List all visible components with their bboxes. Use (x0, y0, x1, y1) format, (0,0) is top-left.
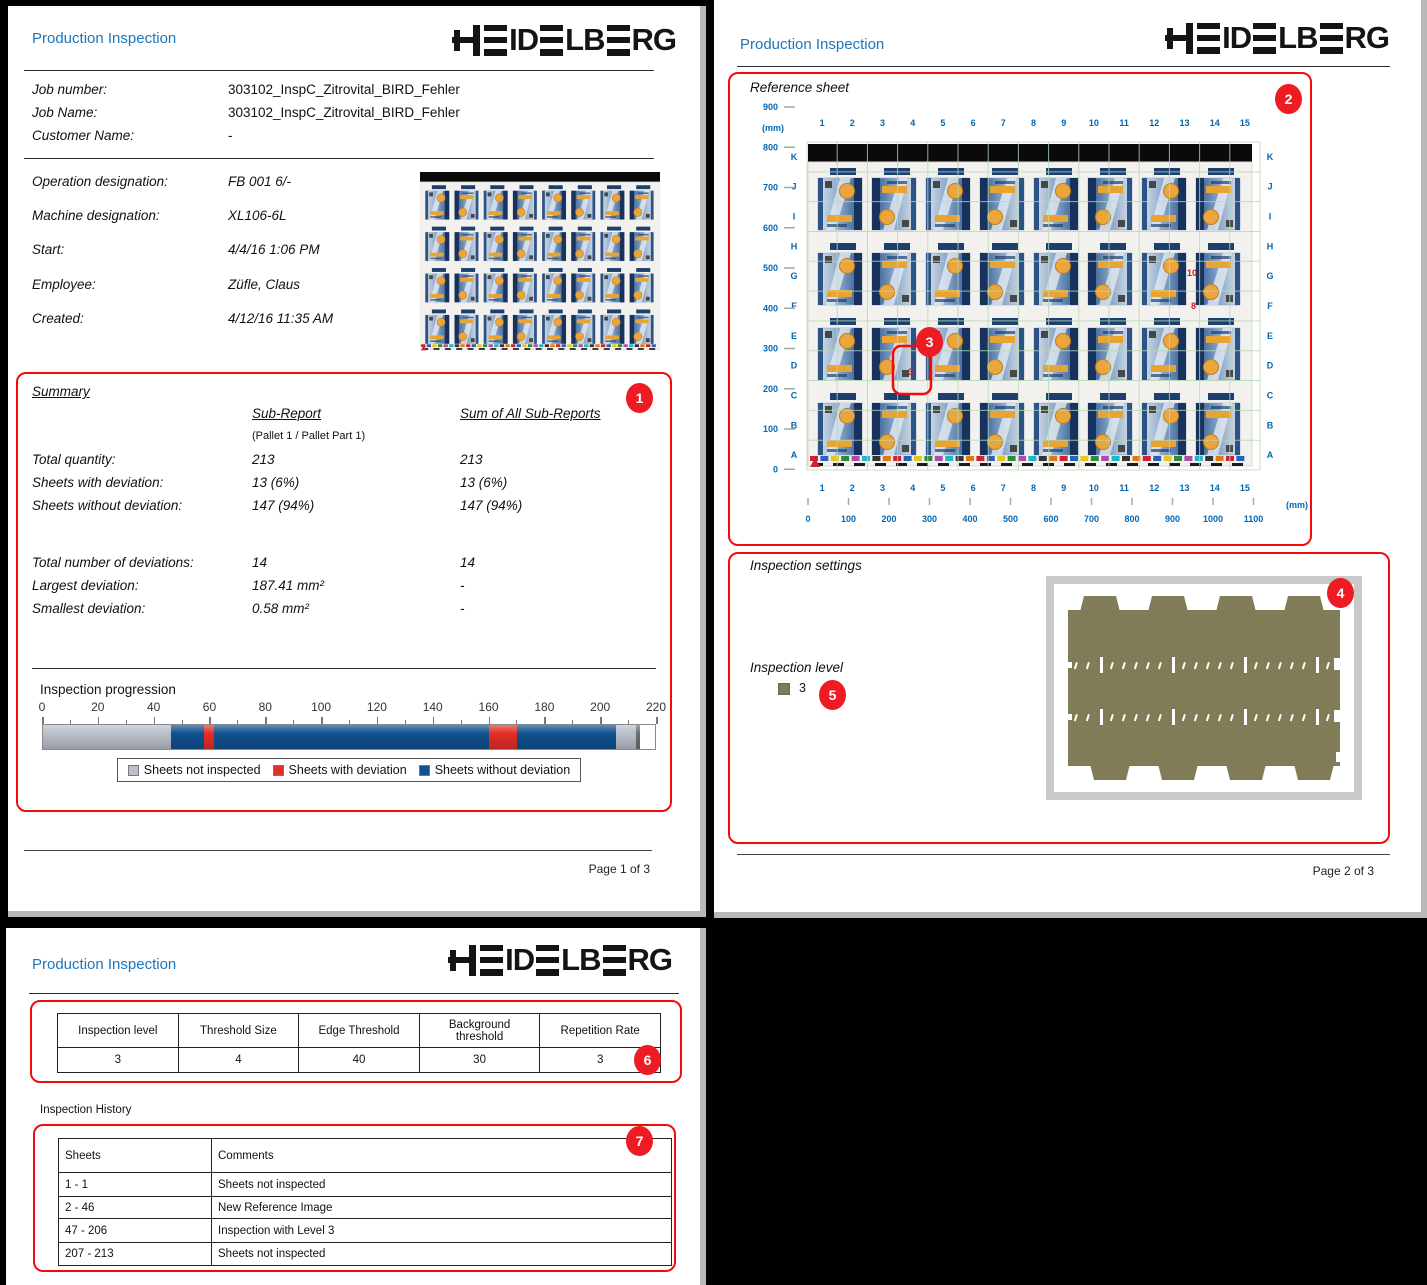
logo-text: RG (627, 942, 672, 977)
table-cell: 3 (58, 1048, 179, 1073)
divider (29, 993, 679, 994)
legend-item (419, 763, 571, 777)
footer-divider (24, 850, 652, 851)
svg-text:800: 800 (762, 142, 778, 153)
axis-tick-label: 80 (258, 700, 272, 714)
column-header: Threshold Size (178, 1014, 299, 1048)
logo-e-glyph (603, 945, 626, 976)
legend-label: Sheets without deviation (434, 763, 571, 777)
summary-row (32, 578, 662, 601)
summary-row (32, 452, 662, 475)
svg-text:0: 0 (772, 464, 778, 475)
svg-text:700: 700 (762, 182, 778, 193)
chart-axis (38, 700, 667, 724)
svg-text:200: 200 (762, 383, 778, 394)
heidelberg-logo (448, 944, 672, 976)
field-label: Job Name: (32, 105, 98, 120)
summary-label: Total number of deviations: (32, 555, 194, 570)
report-page-3 (6, 928, 706, 1285)
axis-tick-label: 20 (91, 700, 105, 714)
svg-text:700: 700 (1083, 514, 1100, 524)
inspection-mask-image (1046, 576, 1362, 800)
summary-label: Total quantity: (32, 452, 116, 467)
summary-value-2: 147 (94%) (460, 498, 523, 513)
summary-col1-header: Sub-Report (252, 406, 322, 421)
svg-text:3: 3 (908, 367, 914, 377)
column-header: Edge Threshold (299, 1014, 420, 1048)
table-row (59, 1219, 672, 1243)
svg-text:10: 10 (1088, 483, 1099, 493)
svg-text:H: H (790, 241, 798, 252)
svg-text:13: 13 (1179, 483, 1190, 493)
page-title: Production Inspection (32, 956, 177, 973)
svg-text:8: 8 (1030, 118, 1037, 128)
svg-text:3: 3 (879, 118, 886, 128)
svg-text:C: C (1266, 390, 1274, 401)
summary-value-2: 13 (6%) (460, 475, 508, 490)
svg-text:9: 9 (1061, 118, 1067, 128)
field-label: Customer Name: (32, 128, 135, 143)
svg-text:300: 300 (921, 514, 938, 524)
legend-item (128, 763, 261, 777)
logo-e-glyph (484, 25, 507, 56)
inspection-level-label: Inspection level (750, 660, 844, 675)
summary-label: Sheets with deviation: (32, 475, 164, 490)
field-label: Operation designation: (32, 174, 168, 189)
svg-text:(mm): (mm) (1286, 500, 1308, 510)
callout-number: 2 (1284, 91, 1293, 107)
svg-text:12: 12 (1149, 118, 1160, 128)
svg-text:4: 4 (910, 118, 916, 128)
svg-text:2: 2 (849, 118, 855, 128)
callout-number: 6 (643, 1052, 652, 1068)
svg-text:500: 500 (762, 263, 778, 273)
bar-segment (489, 725, 517, 749)
svg-text:6: 6 (970, 483, 976, 493)
page-number: Page 1 of 3 (588, 862, 650, 876)
summary-col2-header: Sum of All Sub-Reports (460, 406, 601, 421)
divider (24, 70, 654, 71)
svg-text:14: 14 (1209, 483, 1220, 493)
svg-text:F: F (1267, 301, 1273, 312)
logo-e-glyph (1320, 23, 1343, 54)
axis-tick-label: 220 (645, 700, 667, 714)
logo-text: RG (631, 22, 676, 57)
callout-number: 1 (635, 390, 644, 406)
svg-text:11: 11 (1119, 118, 1129, 128)
svg-text:F: F (791, 301, 797, 312)
chart-title: Inspection progression (40, 682, 176, 697)
svg-text:9: 9 (1061, 483, 1067, 493)
table-cell: 3 (540, 1048, 661, 1073)
axis-tick-label: 160 (478, 700, 499, 714)
svg-text:13: 13 (1179, 118, 1190, 128)
legend-swatch (273, 765, 284, 776)
svg-text:J: J (791, 181, 797, 192)
svg-text:2: 2 (849, 483, 855, 493)
summary-value-1: 187.41 mm² (252, 578, 325, 593)
svg-text:12: 12 (1149, 483, 1160, 493)
field-value: 4/12/16 11:35 AM (228, 311, 334, 326)
table-cell: 40 (299, 1048, 420, 1073)
reference-sheet-label: Reference sheet (750, 80, 850, 95)
field-value: XL106-6L (228, 208, 287, 223)
divider (24, 158, 654, 159)
logo-h-glyph (1165, 23, 1193, 54)
svg-text:4: 4 (910, 483, 916, 493)
callout-5 (819, 680, 846, 710)
axis-tick-label: 140 (422, 700, 443, 714)
field-value: Züfle, Claus (228, 277, 301, 292)
logo-e-glyph (480, 945, 503, 976)
field-label: Start: (32, 242, 65, 257)
page-title: Production Inspection (32, 30, 177, 47)
sheet-thumbnail-image (420, 172, 660, 352)
summary-value-2: 14 (460, 555, 476, 570)
inspection-level-swatch (778, 683, 790, 695)
logo-text: LB (561, 942, 601, 977)
svg-text:G: G (1266, 271, 1274, 282)
logo-text: ID (505, 942, 535, 977)
heidelberg-logo (1165, 22, 1389, 54)
field-label: Machine designation: (32, 208, 160, 223)
inspection-history-label: Inspection History (40, 1104, 132, 1116)
column-header: Repetition Rate (540, 1014, 661, 1048)
summary-value-2: 213 (460, 452, 483, 467)
svg-text:1100: 1100 (1243, 514, 1264, 524)
svg-text:H: H (1266, 241, 1274, 252)
svg-text:3: 3 (879, 483, 886, 493)
callout-number: 3 (925, 334, 934, 350)
table-row (58, 1048, 661, 1073)
summary-value-2: - (460, 601, 465, 616)
logo-text: RG (1344, 20, 1389, 55)
svg-text:E: E (790, 330, 798, 341)
callout-3 (916, 327, 943, 357)
svg-text:5: 5 (940, 483, 946, 493)
divider (32, 668, 656, 669)
summary-value-1: 213 (252, 452, 275, 467)
table-cell: Inspection with Level 3 (212, 1219, 672, 1243)
svg-text:10: 10 (1088, 118, 1099, 128)
svg-text:100: 100 (762, 424, 778, 434)
svg-text:A: A (790, 450, 798, 461)
axis-tick-label: 60 (202, 700, 217, 714)
table-cell: 30 (419, 1048, 540, 1073)
callout-number: 4 (1336, 585, 1345, 601)
svg-text:900: 900 (1164, 514, 1181, 524)
svg-text:15: 15 (1239, 483, 1250, 493)
svg-text:200: 200 (881, 514, 897, 524)
svg-text:B: B (1266, 420, 1274, 431)
field-label: Created: (32, 311, 84, 326)
axis-tick-label: 40 (146, 700, 161, 714)
field-label: Job number: (32, 82, 108, 97)
summary-row (32, 498, 662, 521)
axis-tick-label: 200 (590, 700, 611, 714)
inspection-history-table (58, 1138, 672, 1266)
bar-segment (636, 725, 640, 749)
inspection-params-table (57, 1013, 661, 1073)
field-value: 4/4/16 1:06 PM (228, 242, 320, 257)
summary-col1-subheader: (Pallet 1 / Pallet Part 1) (252, 430, 366, 442)
field-value: - (228, 128, 233, 143)
bar-segment (214, 725, 489, 749)
logo-h-glyph (452, 25, 480, 56)
svg-text:600: 600 (762, 222, 778, 233)
callout-1 (626, 383, 653, 413)
bar-segment (204, 725, 214, 749)
svg-text:15: 15 (1239, 118, 1250, 128)
legend-label: Sheets not inspected (143, 763, 261, 777)
field-value: 303102_InspC_Zitrovital_BIRD_Fehler (228, 105, 460, 120)
svg-text:E: E (1266, 330, 1274, 341)
svg-text:J: J (1267, 181, 1273, 192)
divider (737, 66, 1390, 67)
svg-text:500: 500 (1002, 514, 1019, 524)
heidelberg-logo (452, 24, 676, 56)
svg-text:K: K (1266, 151, 1274, 162)
footer-divider (737, 854, 1390, 855)
logo-e-glyph (1197, 23, 1220, 54)
svg-text:1000: 1000 (1202, 514, 1224, 524)
svg-text:(mm): (mm) (762, 123, 784, 133)
svg-text:B: B (790, 420, 798, 431)
svg-text:11: 11 (1119, 483, 1129, 493)
summary-row (32, 601, 662, 624)
table-cell: 1 - 1 (59, 1173, 212, 1197)
summary-label: Largest deviation: (32, 578, 139, 593)
summary-value-1: 13 (6%) (252, 475, 300, 490)
callout-number: 5 (828, 687, 837, 703)
table-cell: Sheets not inspected (212, 1173, 672, 1197)
legend-swatch (128, 765, 139, 776)
summary-heading: Summary (32, 384, 90, 399)
summary-label: Sheets without deviation: (32, 498, 183, 513)
axis-tick-label: 180 (534, 700, 555, 714)
summary-label: Smallest deviation: (32, 601, 146, 616)
svg-text:I: I (792, 211, 796, 222)
svg-text:1: 1 (819, 483, 825, 493)
logo-text: ID (509, 22, 539, 57)
table-row (59, 1173, 672, 1197)
page-title: Production Inspection (740, 36, 885, 53)
inspection-level-value: 3 (799, 681, 806, 695)
table-cell: 2 - 46 (59, 1197, 212, 1219)
axis-tick-label: 100 (311, 700, 332, 714)
svg-text:300: 300 (762, 343, 778, 354)
table-cell: 4 (178, 1048, 299, 1073)
svg-text:I: I (1268, 211, 1272, 222)
callout-number: 7 (635, 1133, 644, 1149)
legend-item (273, 763, 407, 777)
column-header: Background threshold (419, 1014, 540, 1048)
svg-text:7: 7 (1000, 483, 1006, 493)
field-value: FB 001 6/- (228, 174, 292, 189)
table-row (59, 1197, 672, 1219)
table-header-row (58, 1014, 661, 1048)
summary-value-1: 14 (252, 555, 268, 570)
svg-text:400: 400 (962, 514, 978, 524)
svg-text:8: 8 (1191, 301, 1197, 311)
table-cell: Sheets not inspected (212, 1243, 672, 1266)
svg-text:7: 7 (1000, 118, 1006, 128)
reference-sheet-map (738, 98, 1308, 543)
table-header-row (59, 1139, 672, 1173)
callout-7 (626, 1126, 653, 1156)
column-header: Sheets (59, 1139, 212, 1173)
summary-row (32, 475, 662, 498)
svg-text:1: 1 (819, 118, 825, 128)
page-number: Page 2 of 3 (1312, 864, 1374, 878)
svg-text:100: 100 (840, 514, 857, 524)
table-row (59, 1243, 672, 1266)
callout-2 (1275, 84, 1302, 114)
svg-text:14: 14 (1209, 118, 1220, 128)
summary-value-1: 147 (94%) (252, 498, 315, 513)
bar-segment (616, 725, 635, 749)
axis-tick-label: 0 (38, 700, 46, 714)
logo-text: LB (565, 22, 605, 57)
bar-segment (517, 725, 616, 749)
chart-legend (117, 758, 581, 782)
logo-e-glyph (1253, 23, 1276, 54)
svg-text:6: 6 (970, 118, 976, 128)
svg-text:5: 5 (940, 118, 946, 128)
svg-text:600: 600 (1043, 514, 1059, 524)
table-cell: 207 - 213 (59, 1243, 212, 1266)
summary-value-2: - (460, 578, 465, 593)
report-page-2 (714, 0, 1427, 918)
bar-segment (43, 725, 171, 749)
svg-text:K: K (790, 151, 798, 162)
svg-text:10: 10 (1187, 268, 1198, 278)
legend-swatch (419, 765, 430, 776)
chart-bar (42, 724, 656, 750)
inspection-progression-chart (38, 700, 667, 782)
inspection-settings-label: Inspection settings (750, 558, 862, 573)
svg-text:G: G (790, 271, 798, 282)
logo-text: ID (1222, 20, 1252, 55)
logo-e-glyph (540, 25, 563, 56)
column-header: Inspection level (58, 1014, 179, 1048)
bar-segment (171, 725, 204, 749)
svg-text:D: D (790, 360, 798, 371)
table-cell: New Reference Image (212, 1197, 672, 1219)
svg-text:8: 8 (1030, 483, 1037, 493)
logo-text: LB (1278, 20, 1318, 55)
column-header: Comments (212, 1139, 672, 1173)
logo-h-glyph (448, 945, 476, 976)
summary-value-1: 0.58 mm² (252, 601, 310, 616)
axis-tick-label: 120 (366, 700, 387, 714)
svg-text:800: 800 (1124, 514, 1140, 524)
svg-text:400: 400 (762, 303, 778, 314)
svg-text:A: A (1266, 450, 1274, 461)
logo-e-glyph (607, 25, 630, 56)
logo-e-glyph (536, 945, 559, 976)
svg-text:0: 0 (805, 514, 811, 524)
report-page-1 (8, 6, 706, 917)
callout-6 (634, 1045, 661, 1075)
svg-text:C: C (790, 390, 798, 401)
legend-label: Sheets with deviation (288, 763, 407, 777)
callout-4 (1327, 578, 1354, 608)
svg-text:900: 900 (762, 102, 778, 112)
svg-text:D: D (1266, 360, 1274, 371)
table-cell: 47 - 206 (59, 1219, 212, 1243)
field-label: Employee: (32, 277, 96, 292)
field-value: 303102_InspC_Zitrovital_BIRD_Fehler (228, 82, 460, 97)
summary-row (32, 555, 662, 578)
